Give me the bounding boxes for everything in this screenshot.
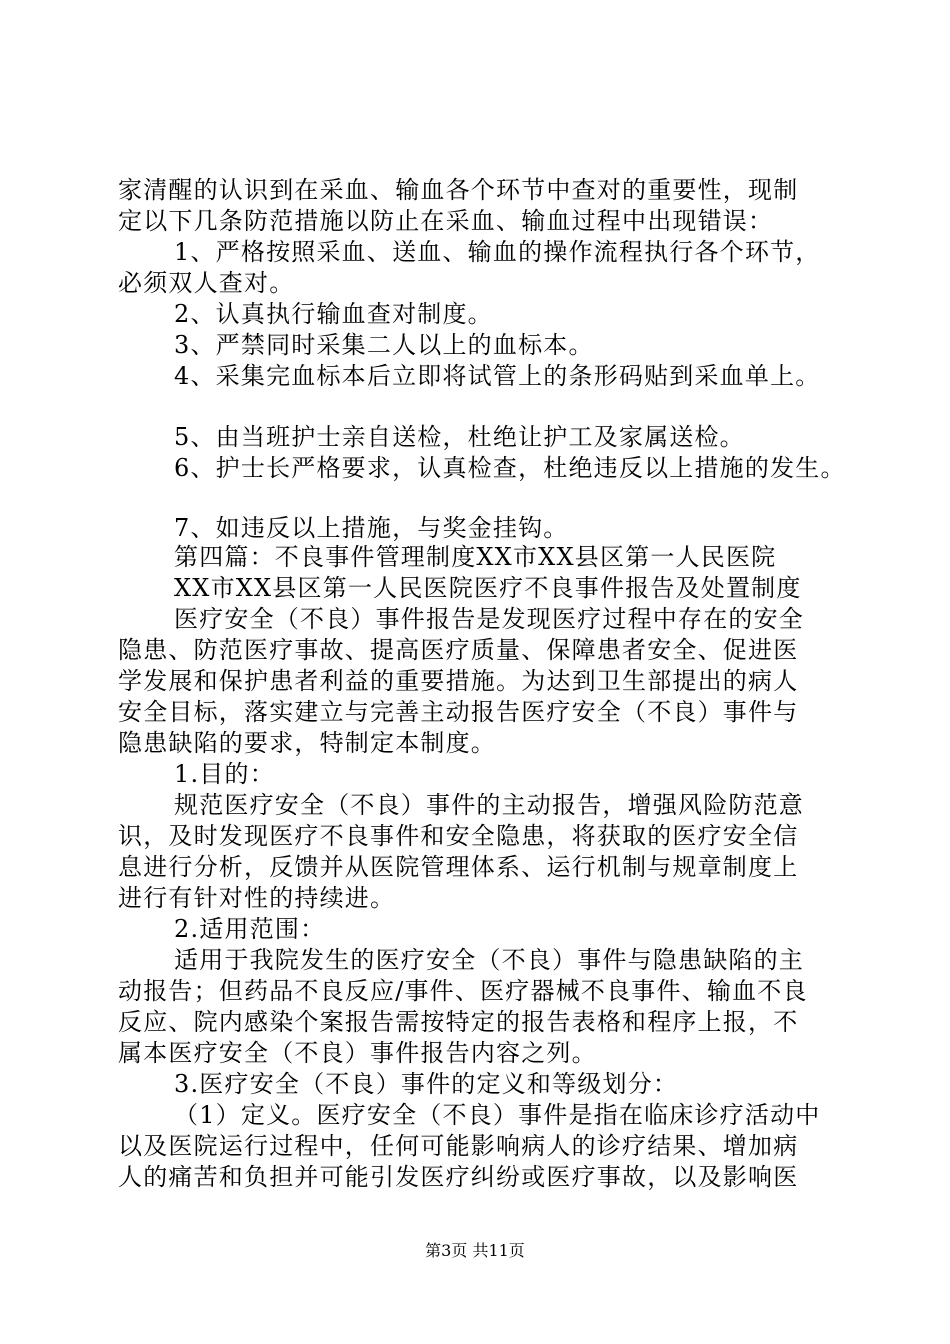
text-line: 1、严格按照采血、送血、输血的操作流程执行各个环节， [174, 238, 821, 266]
text-line: 医疗安全（不良）事件报告是发现医疗过程中存在的安全 [174, 605, 804, 633]
text-line: 隐患、防范医疗事故、提高医疗质量、保障患者安全、促进医 [118, 636, 799, 664]
text-line: 安全目标，落实建立与完善主动报告医疗安全（不良）事件与 [118, 698, 799, 726]
text-line: 7、如违反以上措施，与奖金挂钩。 [174, 514, 569, 542]
page-number-footer: 第3页 共11页 [425, 1241, 525, 1260]
text-line: 6、护士长严格要求，认真检查，杜绝违反以上措施的发生。 [174, 454, 846, 482]
subsection-heading: 3.医疗安全（不良）事件的定义和等级划分： [174, 1070, 679, 1098]
text-line: 人的痛苦和负担并可能引发医疗纠纷或医疗事故，以及影响医 [118, 1163, 799, 1191]
text-line: 必须双人查对。 [118, 269, 295, 297]
text-line: 识，及时发现医疗不良事件和安全隐患，将获取的医疗安全信 [118, 822, 799, 850]
text-line: 5、由当班护士亲自送检，杜绝让护工及家属送检。 [174, 423, 745, 451]
text-line: 隐患缺陷的要求，特制定本制度。 [118, 729, 496, 757]
text-line: 反应、院内感染个案报告需按特定的报告表格和程序上报，不 [118, 1008, 799, 1036]
subsection-heading: 1.目的： [174, 760, 275, 788]
text-line: 4、采集完血标本后立即将试管上的条形码贴到采血单上。 [174, 362, 821, 390]
text-line: 家清醒的认识到在采血、输血各个环节中查对的重要性，现制 [118, 176, 799, 204]
text-line: 属本医疗安全（不良）事件报告内容之列。 [118, 1039, 597, 1067]
text-line: 3、严禁同时采集二人以上的血标本。 [174, 331, 594, 359]
text-line: （1）定义。医疗安全（不良）事件是指在临床诊疗活动中 [174, 1101, 821, 1129]
text-line: 动报告；但药品不良反应/事件、医疗器械不良事件、输血不良 [118, 977, 808, 1005]
text-line: 定以下几条防范措施以防止在采血、输血过程中出现错误： [118, 207, 774, 235]
text-line: 2、认真执行输血查对制度。 [174, 300, 493, 328]
text-line: 息进行分析，反馈并从医院管理体系、运行机制与规章制度上 [118, 853, 799, 881]
document-title: XX市XX县区第一人民医院医疗不良事件报告及处置制度 [174, 574, 802, 602]
text-line: 规范医疗安全（不良）事件的主动报告，增强风险防范意 [174, 791, 804, 819]
text-line: 以及医院运行过程中，任何可能影响病人的诊疗结果、增加病 [118, 1132, 799, 1160]
text-line: 进行有针对性的持续进。 [118, 884, 396, 912]
text-line: 适用于我院发生的医疗安全（不良）事件与隐患缺陷的主 [174, 946, 804, 974]
section-heading: 第四篇：不良事件管理制度XX市XX县区第一人民医院 [174, 543, 777, 571]
text-line: 学发展和保护患者利益的重要措施。为达到卫生部提出的病人 [118, 667, 799, 695]
subsection-heading: 2.适用范围： [174, 915, 326, 943]
